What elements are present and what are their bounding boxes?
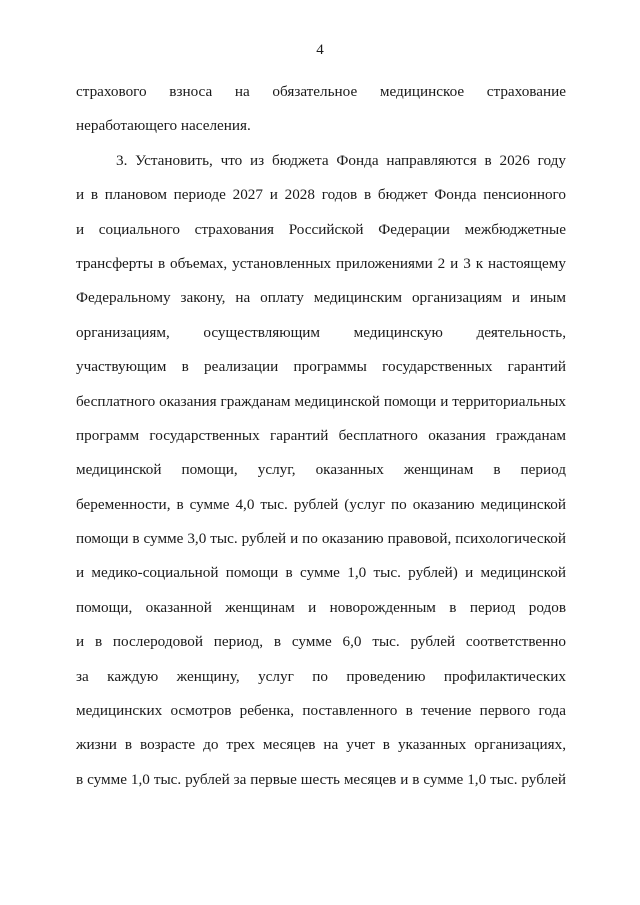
text-line: участвующим в реализации программы государственных гарантий [76,358,566,376]
text-line: за каждую женщину, услуг по проведению профилактических [76,667,566,685]
text-line: медицинских осмотров ребенка, поставленного в течение первого года [76,702,566,720]
text-line: программ государственных гарантий бесплатного оказания гражданам [76,426,566,444]
text-line: и медико-социальной помощи в сумме 1,0 тыс. рублей) и медицинской [76,564,566,582]
text-line: организациям, осуществляющим медицинскую деятельность, [76,323,566,341]
text-line: и в плановом периоде 2027 и 2028 годов в бюджет Фонда пенсионного [76,186,566,204]
paragraph-start-line: 3. Установить, что из бюджета Фонда направляются в 2026 году [116,151,566,169]
text-line: неработающего населения. [76,117,251,135]
text-line: в сумме 1,0 тыс. рублей за первые шесть месяцев и в сумме 1,0 тыс. рублей [76,770,566,788]
text-line: помощи в сумме 3,0 тыс. рублей и по оказанию правовой, психологической [76,530,566,548]
text-line: медицинской помощи, услуг, оказанных женщинам в период [76,461,566,479]
text-line: бесплатного оказания гражданам медицинской помощи и территориальных [76,392,566,410]
document-body [76,75,566,797]
text-line: трансферты в объемах, установленных приложениями 2 и 3 к настоящему [76,254,566,272]
text-line: Федеральному закону, на оплату медицинским организациям и иным [76,289,566,307]
text-line: страхового взноса на обязательное медицинское страхование [76,83,566,100]
text-line: и социального страхования Российской Федерации межбюджетные [76,220,566,238]
text-line: и в послеродовой период, в сумме 6,0 тыс. рублей соответственно [76,633,566,651]
text-line: жизни в возрасте до трех месяцев на учет в указанных организациях, [76,736,566,754]
page-number: 4 [316,42,324,58]
text-line: помощи, оказанной женщинам и новорожденным в период родов [76,598,566,616]
text-line: беременности, в сумме 4,0 тыс. рублей (услуг по оказанию медицинской [76,495,566,513]
